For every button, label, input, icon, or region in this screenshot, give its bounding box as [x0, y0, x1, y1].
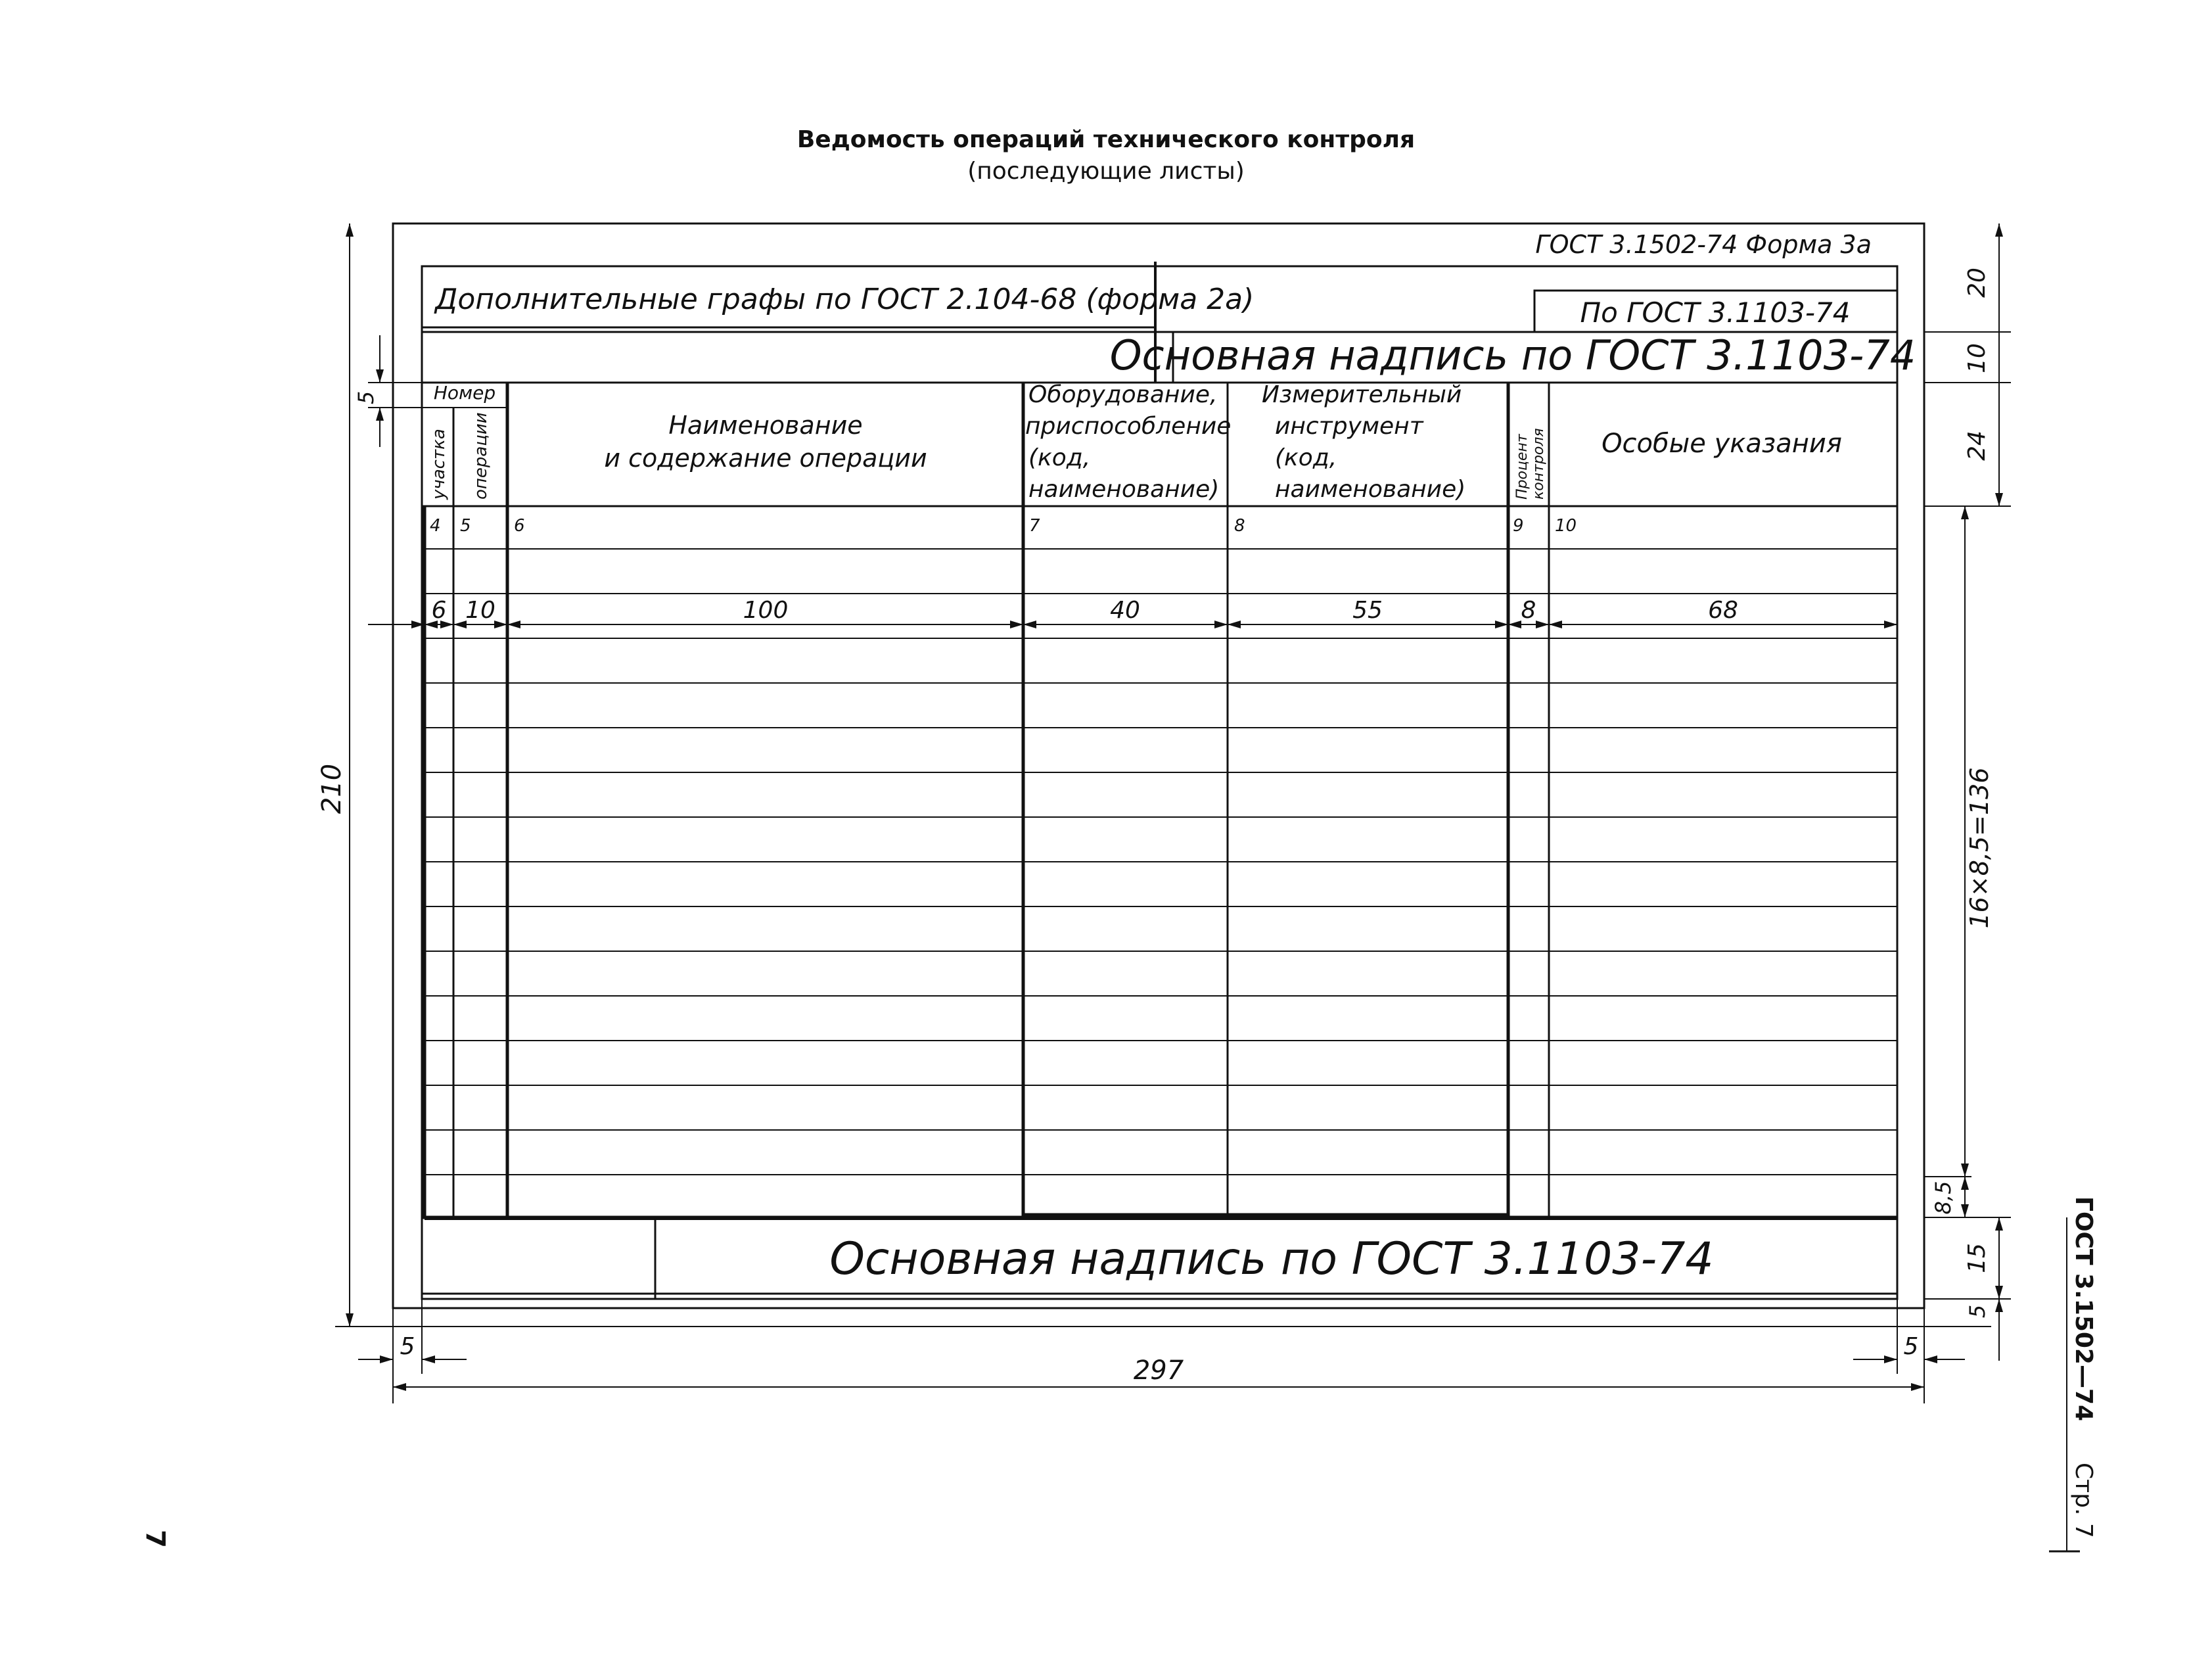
form-standard: ГОСТ 3.1502-74 Форма 3а	[1535, 230, 1872, 259]
page-mark: 7	[139, 1530, 170, 1548]
colnum-8: 8	[1234, 516, 1245, 536]
col-instr-1: Измерительный	[1262, 381, 1462, 408]
dim-210: 210	[317, 763, 347, 814]
page-title: Ведомость операций технического контроля	[796, 126, 1416, 153]
title-block-bottom-label: Основная надпись по ГОСТ 3.1103-74	[829, 1233, 1714, 1285]
dim-5-bottom-right: 5	[1903, 1333, 1919, 1360]
col-special: Особые указания	[1601, 429, 1842, 459]
dim-297: 297	[1133, 1355, 1184, 1386]
col-name-1: Наименование	[668, 411, 863, 440]
width-8: 8	[1521, 597, 1536, 624]
col-section: участка	[429, 429, 449, 500]
dim-15: 15	[1964, 1243, 1991, 1273]
dim-8-5: 8,5	[1931, 1181, 1956, 1215]
dim-24: 24	[1964, 431, 1991, 461]
dim-5-left: 5	[354, 390, 379, 405]
dim-5-right: 5	[1965, 1304, 1990, 1319]
dim-5-bottom-left: 5	[400, 1333, 415, 1360]
dim-136: 16×8,5=136	[1965, 767, 1994, 929]
colnum-10: 10	[1555, 516, 1577, 536]
colnum-4: 4	[430, 516, 441, 536]
col-instr-4: наименование)	[1275, 476, 1466, 503]
col-equip-1: Оборудование,	[1028, 381, 1218, 408]
side-doc-code: ГОСТ 3.1502—74	[2070, 1196, 2097, 1422]
side-page-label: Стр. 7	[2070, 1463, 2097, 1538]
col-instr-3: (код,	[1275, 444, 1337, 471]
col-equip-3: (код,	[1028, 444, 1091, 471]
colnum-7: 7	[1029, 516, 1040, 536]
width-10: 10	[465, 597, 495, 624]
col-equip-2: приспособление	[1025, 413, 1232, 440]
colnum-6: 6	[514, 516, 525, 536]
width-68: 68	[1708, 597, 1738, 624]
by-gost-label: По ГОСТ 3.1103-74	[1580, 296, 1851, 329]
col-operation: операции	[471, 412, 491, 500]
col-name-2: и содержание операции	[604, 444, 927, 473]
col-control-1: Процент	[1514, 434, 1531, 500]
col-equip-4: наименование)	[1028, 476, 1220, 503]
additional-columns-label: Дополнительные графы по ГОСТ 2.104-68 (форма 2а)	[435, 283, 1255, 316]
colnum-5: 5	[460, 516, 471, 536]
width-55: 55	[1352, 597, 1383, 624]
dim-20: 20	[1964, 268, 1991, 298]
col-control-2: контроля	[1531, 428, 1547, 500]
width-100: 100	[743, 597, 789, 624]
width-6: 6	[431, 597, 447, 624]
colnum-9: 9	[1513, 516, 1524, 536]
page-subtitle: (последующие листы)	[967, 158, 1245, 185]
col-number-group: Номер	[433, 382, 496, 404]
col-instr-2: инструмент	[1275, 413, 1423, 440]
dim-10: 10	[1964, 343, 1991, 373]
title-block-top-label: Основная надпись по ГОСТ 3.1103-74	[1109, 331, 1916, 379]
width-40: 40	[1110, 597, 1140, 624]
